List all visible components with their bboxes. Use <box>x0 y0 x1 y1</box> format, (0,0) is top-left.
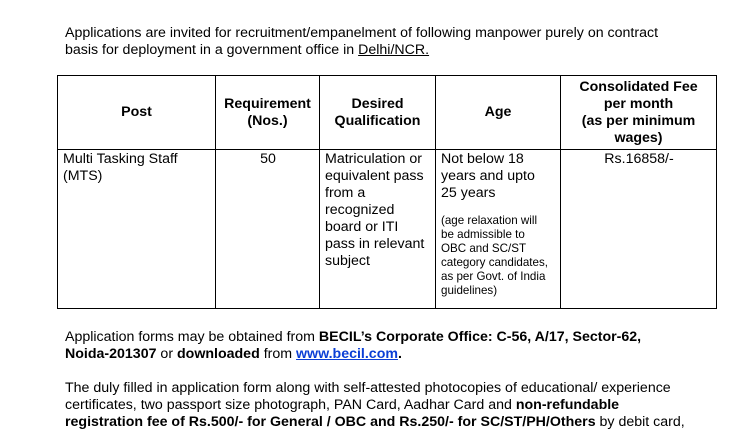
cell-requirement: 50 <box>216 150 320 309</box>
filled-line-3: registration fee of Rs.500/- for General / OBC and Rs.250/- for SC/ST/PH/Others by debit card, <box>65 414 685 430</box>
cell-post: Multi Tasking Staff (MTS) <box>58 150 216 309</box>
age-relaxation-note: (age relaxation will be admissible to OBC and SC/ST category candidates, as per Govt. of India guidelines) <box>441 214 548 297</box>
becil-website-link[interactable]: www.becil.com <box>296 346 398 362</box>
filled-line-2: certificates, two passport size photograph, PAN Card, Aadhar Card and non-refundable <box>65 397 620 413</box>
forms-line-2: Noida-201307 or downloaded from www.becil.com. <box>65 346 402 362</box>
location-text: Delhi/NCR. <box>358 42 430 58</box>
intro-text: basis for deployment in a government office in <box>65 42 359 58</box>
intro-line-1: Applications are invited for recruitment/empanelment of following manpower purely on contract <box>65 25 659 41</box>
header-qualification: Desired Qualification <box>320 76 436 150</box>
cell-fee: Rs.16858/- <box>561 150 717 309</box>
header-fee: Consolidated Fee per month (as per minimum wages) <box>561 76 717 150</box>
table-header-row <box>58 76 717 150</box>
header-age: Age <box>436 76 561 150</box>
forms-paragraph <box>65 329 708 363</box>
filled-form-paragraph <box>65 380 708 431</box>
table-row <box>58 150 717 309</box>
manpower-table <box>57 75 717 309</box>
cell-age: Not below 18 years and upto 25 years (age relaxation will be admissible to OBC and SC/ST category candidates, as per Govt. of India guidelines) <box>436 150 561 309</box>
forms-line-1: Application forms may be obtained from BECIL’s Corporate Office: C-56, A/17, Sector-62, <box>65 329 642 345</box>
filled-line-1: The duly filled in application form along with self-attested photocopies of educational/ experience <box>65 380 671 396</box>
cell-qualification: Matriculation or equivalent pass from a recognized board or ITI pass in relevant subject <box>320 150 436 309</box>
header-requirement: Requirement (Nos.) <box>216 76 320 150</box>
header-post: Post <box>58 76 216 150</box>
intro-line-2 <box>65 42 708 59</box>
intro-paragraph <box>65 25 708 59</box>
